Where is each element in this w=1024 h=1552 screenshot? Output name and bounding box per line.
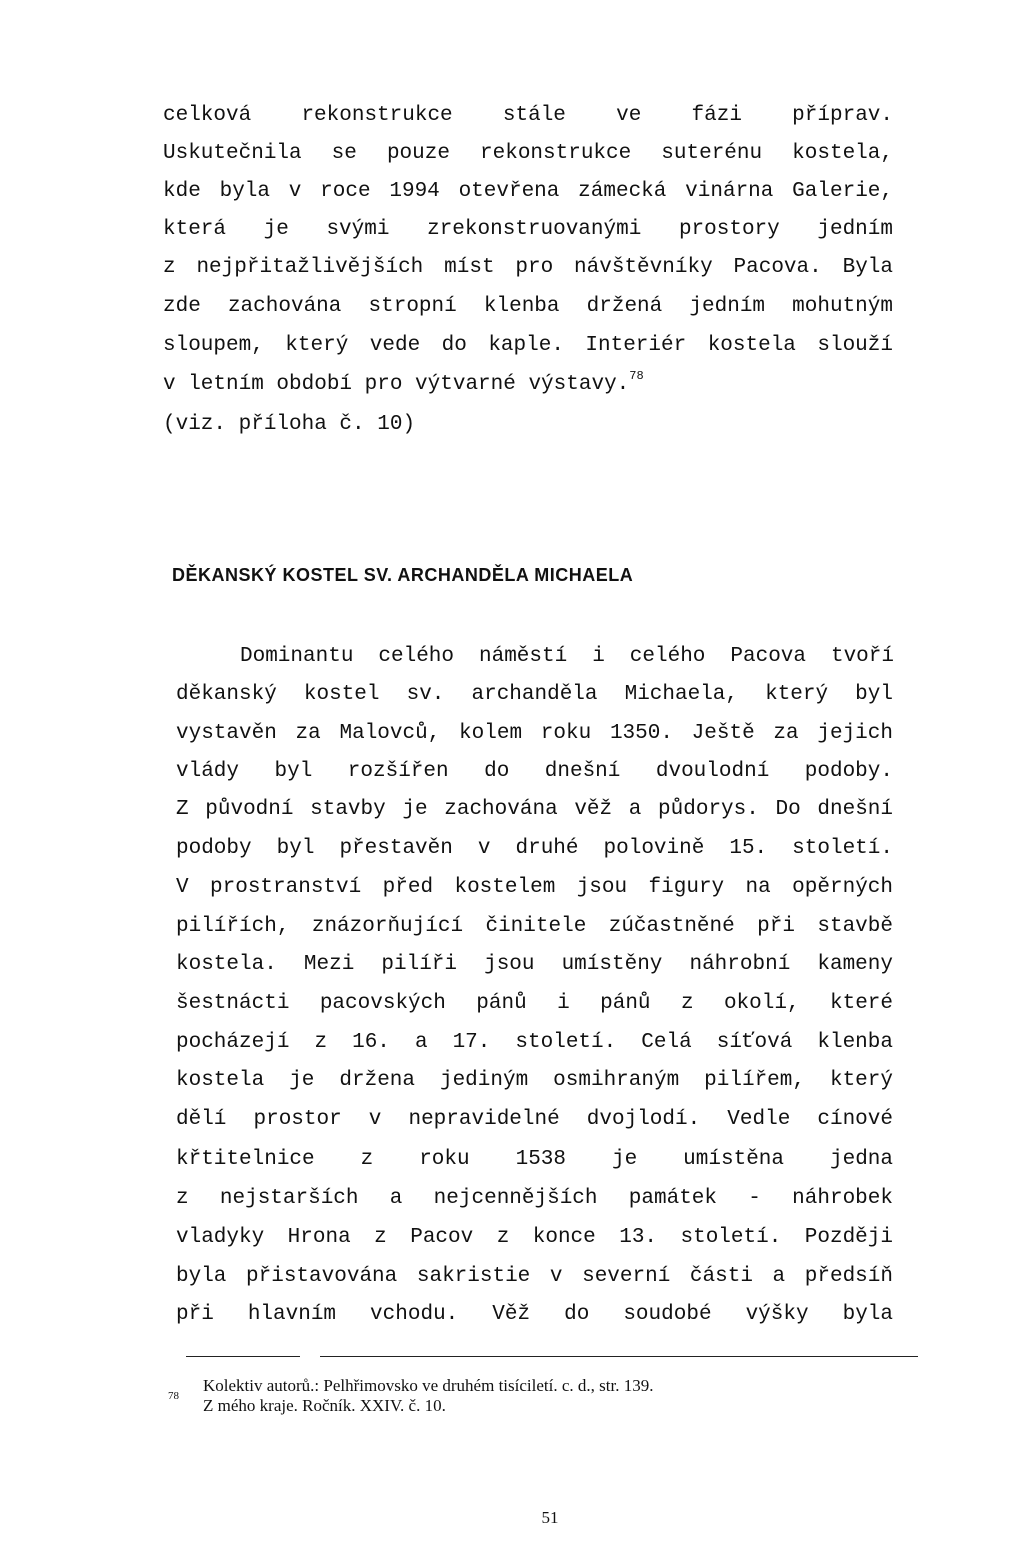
paragraph-1-line-5: z nejpřitažlivějších míst pro návštěvníky Pacova. Byla — [163, 256, 893, 279]
paragraph-2-line-3: vystavěn za Malovců, kolem roku 1350. Ještě za jejich — [176, 722, 893, 745]
paragraph-2-line-12: kostela je držena jediným osmihraným pilířem, který — [176, 1069, 893, 1092]
footnote-separator-right — [320, 1356, 918, 1357]
paragraph-2-line-10: šestnácti pacovských pánů i pánů z okolí, které — [176, 992, 893, 1015]
footnote-separator-left — [186, 1356, 300, 1357]
paragraph-2-line-8: pilířích, znázorňující činitele zúčastněné při stavbě — [176, 915, 893, 938]
paragraph-1-line-4: která je svými zrekonstruovanými prostory jedním — [163, 218, 893, 241]
footnote-line-2: Z mého kraje. Ročník. XXIV. č. 10. — [203, 1396, 446, 1415]
paragraph-2-line-5: Z původní stavby je zachována věž a půdorys. Do dnešní — [176, 798, 893, 821]
paragraph-2-line-18: při hlavním vchodu. Věž do soudobé výšky byla — [176, 1303, 893, 1326]
footnote-line-1: Kolektiv autorů.: Pelhřimovsko ve druhém tisíciletí. c. d., str. 139. — [203, 1376, 654, 1395]
paragraph-2-line-17: byla přistavována sakristie v severní části a předsíň — [176, 1265, 893, 1288]
paragraph-2-line-16: vladyky Hrona z Pacov z konce 13. století. Později — [176, 1226, 893, 1249]
paragraph-2-line-4: vlády byl rozšířen do dnešní dvoulodní podoby. — [176, 760, 893, 783]
paragraph-1-line-8 — [163, 370, 893, 400]
page-number: 51 — [541, 1508, 559, 1527]
paragraph-1-line-8-text: v letním období pro výtvarné výstavy. — [163, 373, 630, 396]
paragraph-1-line-1: celková rekonstrukce stále ve fázi příprav. — [163, 104, 893, 127]
paragraph-2-line-14: křtitelnice z roku 1538 je umístěna jedna — [176, 1148, 893, 1171]
paragraph-2-line-2: děkanský kostel sv. archanděla Michaela, který byl — [176, 683, 893, 706]
paragraph-2-line-13: dělí prostor v nepravidelné dvojlodí. Vedle cínové — [176, 1108, 893, 1131]
footnote-reference: 78 — [629, 369, 644, 383]
paragraph-2-line-9: kostela. Mezi pilíři jsou umístěny náhrobní kameny — [176, 953, 893, 976]
paragraph-2-line-11: pocházejí z 16. a 17. století. Celá síťová klenba — [176, 1031, 893, 1054]
footnote-number: 78 — [168, 1390, 179, 1402]
appendix-note: (viz. příloha č. 10) — [163, 413, 416, 436]
paragraph-1-line-3: kde byla v roce 1994 otevřena zámecká vinárna Galerie, — [163, 180, 893, 203]
paragraph-1-line-2: Uskutečnila se pouze rekonstrukce suterénu kostela, — [163, 142, 893, 165]
paragraph-2-line-1: Dominantu celého náměstí i celého Pacova tvoří — [240, 645, 894, 668]
paragraph-1-line-6: zde zachována stropní klenba držená jedním mohutným — [163, 295, 893, 318]
paragraph-2-line-7: V prostranství před kostelem jsou figury na opěrných — [176, 876, 893, 899]
paragraph-1-line-7: sloupem, který vede do kaple. Interiér kostela slouží — [163, 334, 893, 357]
section-heading: DĚKANSKÝ KOSTEL SV. ARCHANDĚLA MICHAELA — [172, 565, 634, 585]
paragraph-2-line-15: z nejstarších a nejcennějších památek - náhrobek — [176, 1187, 893, 1210]
paragraph-2-line-6: podoby byl přestavěn v druhé polovině 15. století. — [176, 837, 893, 860]
